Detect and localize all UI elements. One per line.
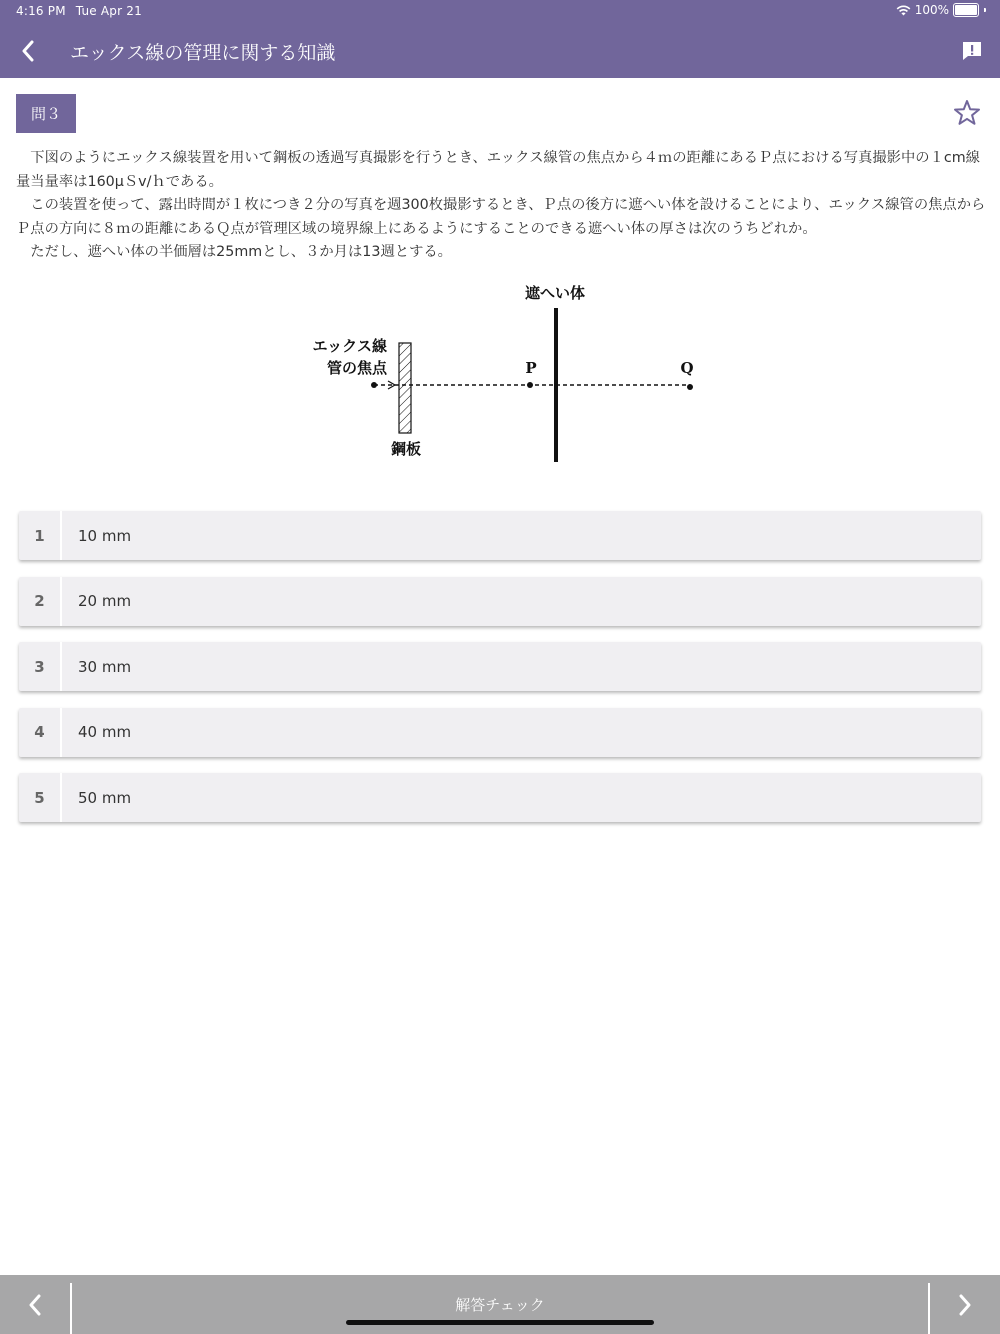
choice-number: 2 xyxy=(34,592,45,610)
choice-label: 50 mm xyxy=(78,788,132,807)
check-answer-button[interactable]: 解答チェック xyxy=(455,1296,545,1314)
plate-label: 鋼板 xyxy=(390,440,422,458)
point-p-label: P xyxy=(525,359,537,377)
choice-label: 40 mm xyxy=(78,723,132,741)
choice-number: 4 xyxy=(34,723,45,741)
bottom-bar xyxy=(0,1275,1000,1334)
status-indicators xyxy=(896,3,986,17)
choice-label: 10 mm xyxy=(78,526,132,545)
choice-number: 1 xyxy=(34,526,45,545)
point-q-dot xyxy=(687,384,693,390)
next-question-button[interactable] xyxy=(930,1275,1000,1334)
chevron-left-icon xyxy=(28,1294,42,1316)
choice-number: 5 xyxy=(34,788,45,807)
status-time: 4:16 PM xyxy=(16,4,66,18)
question-number-badge: 問３ xyxy=(16,94,76,133)
focus-label-line1: エックス線 xyxy=(312,337,387,355)
question-paragraph: ただし、遮へい体の半価層は25mmとし、３か月は13週とする。 xyxy=(30,244,452,260)
home-indicator xyxy=(346,1320,654,1325)
focus-label-line2: 管の焦点 xyxy=(326,359,387,377)
previous-question-button[interactable] xyxy=(0,1275,70,1334)
answer-choice-5[interactable] xyxy=(19,773,981,822)
answer-choice-3[interactable] xyxy=(19,642,981,691)
choice-label: 20 mm xyxy=(78,592,132,610)
report-button[interactable] xyxy=(960,39,984,63)
back-button[interactable] xyxy=(14,36,42,66)
top-bar xyxy=(0,0,1000,78)
question-text xyxy=(16,147,986,265)
answer-choice-1[interactable] xyxy=(19,511,981,560)
focus-point xyxy=(371,382,377,388)
report-icon xyxy=(960,39,984,63)
star-icon xyxy=(952,98,982,128)
shielding-diagram xyxy=(290,278,710,468)
favorite-button[interactable] xyxy=(952,98,982,128)
answer-choice-2[interactable] xyxy=(19,577,981,626)
question-paragraph: 下図のようにエックス線装置を用いて鋼板の透過写真撮影を行うとき、エックス線管の焦点から４ｍの距離にあるＰ点における写真撮影中の１cm線量当量率は160μＳv/ｈである。 xyxy=(16,150,980,190)
choice-label: 30 mm xyxy=(78,657,132,676)
shield-label: 遮へい体 xyxy=(524,284,586,302)
status-time-date xyxy=(16,4,142,18)
chevron-right-icon xyxy=(958,1294,972,1316)
point-q-label: Q xyxy=(680,359,694,377)
question-paragraph: この装置を使って、露出時間が１枚につき２分の写真を週300枚撮影するとき、Ｐ点の後方に遮へい体を設けることにより、エックス線管の焦点からＰ点の方向に８ｍの距離にあるＱ点が管理区域の境界線上にあるようにすることのできる遮へい体の厚さは次のうちどれか。 xyxy=(16,197,986,237)
steel-plate xyxy=(399,343,411,433)
answer-choice-4[interactable] xyxy=(19,708,981,757)
point-p-dot xyxy=(527,382,533,388)
answer-choices xyxy=(19,511,981,839)
wifi-icon xyxy=(896,5,911,16)
battery-percent: 100% xyxy=(914,3,949,17)
choice-number: 3 xyxy=(34,657,45,676)
status-date: Tue Apr 21 xyxy=(75,4,142,18)
battery-icon xyxy=(953,3,979,17)
page-title: エックス線の管理に関する知識 xyxy=(70,42,336,64)
battery-tip xyxy=(984,8,986,12)
chevron-left-icon xyxy=(21,40,35,62)
